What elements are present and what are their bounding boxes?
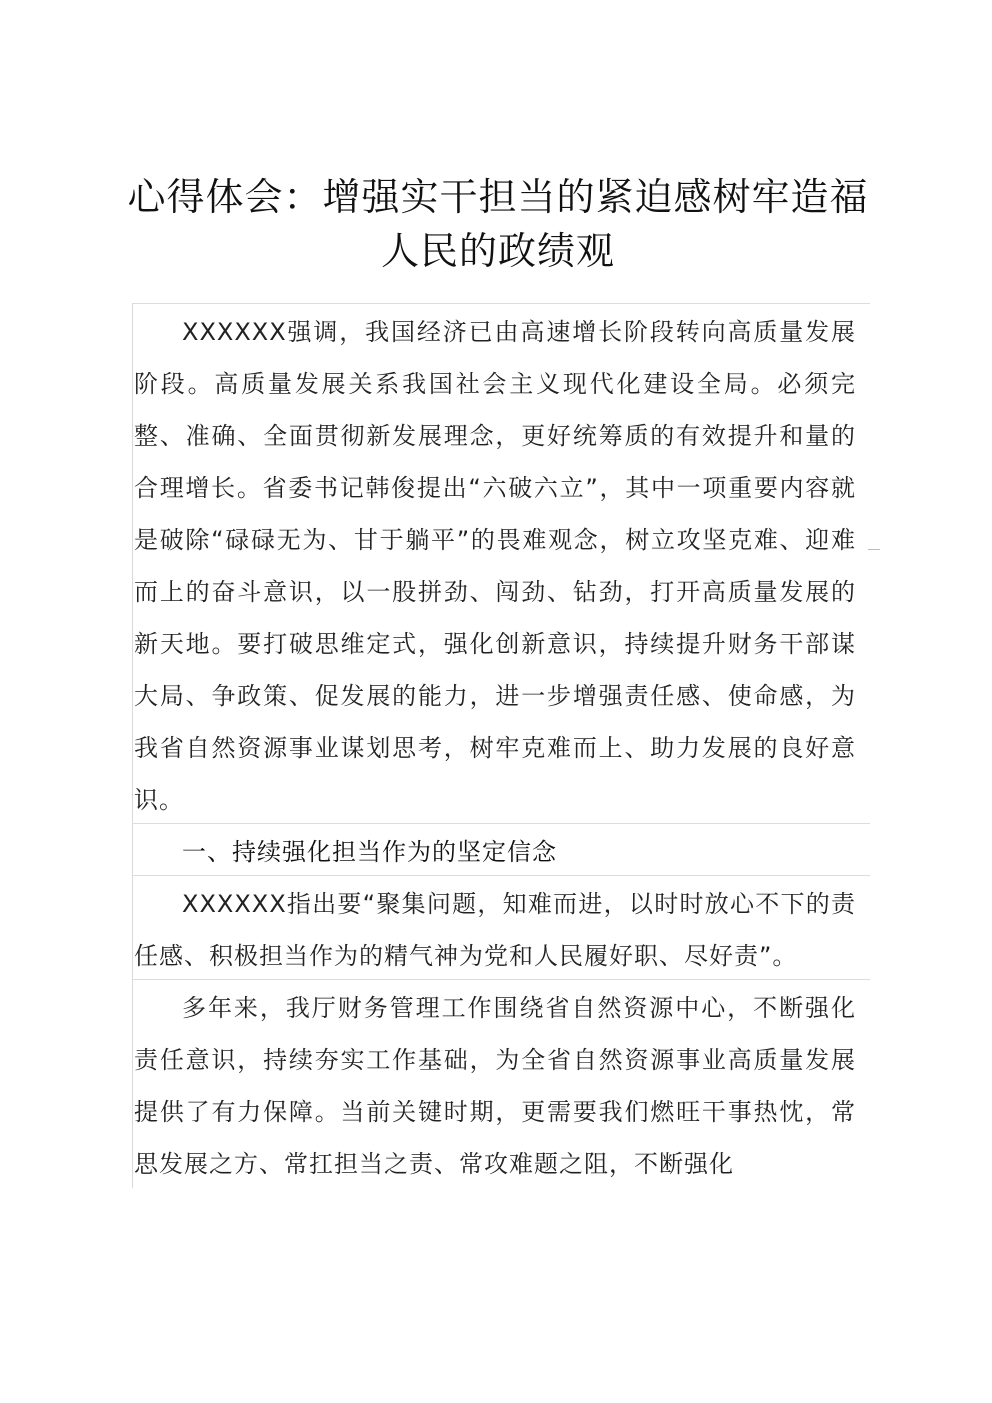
paragraph-intro: XXXXXX强调，我国经济已由高速增长阶段转向高质量发展阶段。高质量发展关系我国社会主义现代化建设全局。必须完整、准确、全面贯彻新发展理念，更好统筹质的有效提升和量的合理增长。省委书记韩俊提出“六破六立”，其中一项重要内容就是破除“碌碌无为、甘于躺平”的畏难观念，树立攻坚克难、迎难而上的奋斗意识，以一股拼劲、闯劲、钻劲，打开高质量发展的新天地。要打破思维定式，强化创新意识，持续提升财务干部谋大局、争政策、促发展的能力，进一步增强责任感、使命感，为我省自然资源事业谋划思考，树牢克难而上、助力发展的良好意识。 (134, 318, 856, 814)
top-divider (132, 303, 870, 304)
divider-before-heading (132, 823, 870, 824)
paragraph-body: 多年来，我厅财务管理工作围绕省自然资源中心，不断强化责任意识，持续夯实工作基础，为全省自然资源事业高质量发展提供了有力保障。当前关键时期，更需要我们燃旺干事热忱，常思发展之方、常扛担当之责、常攻难题之阻，不断强化 (134, 994, 856, 1178)
divider-after-heading (132, 875, 870, 876)
divider-before-body (132, 979, 870, 980)
margin-mark (868, 549, 880, 550)
section-heading: 一、持续强化担当作为的坚定信念 (182, 838, 557, 866)
paragraph-quote: XXXXXX指出要“聚集问题，知难而进，以时时放心不下的责任感、积极担当作为的精气神为党和人民履好职、尽好责”。 (134, 890, 856, 970)
document-title: 心得体会：增强实干担当的紧迫感树牢造福人民的政绩观 (127, 175, 869, 273)
